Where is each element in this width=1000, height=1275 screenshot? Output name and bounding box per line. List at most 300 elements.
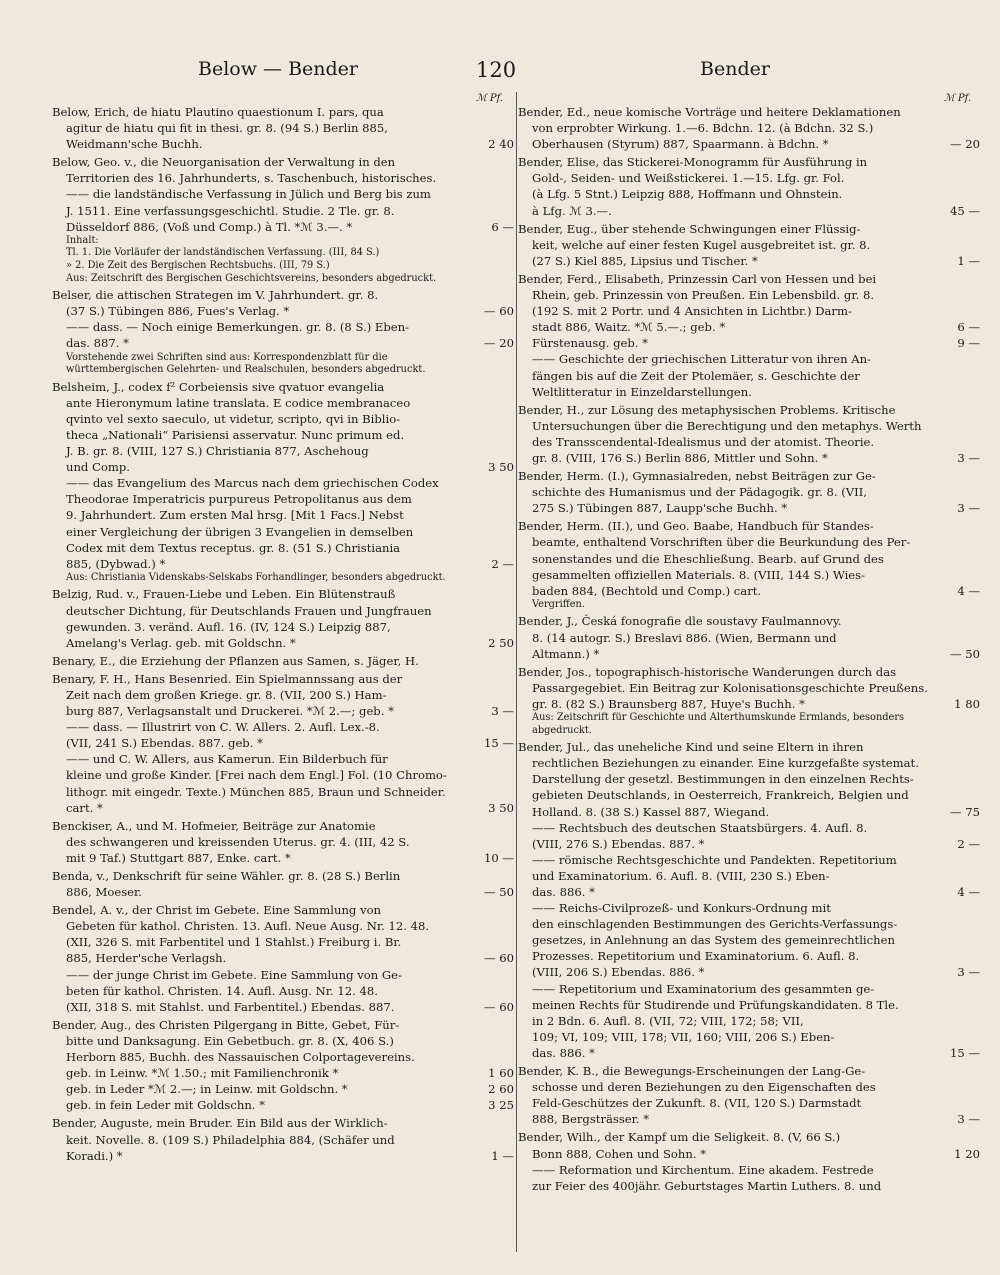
entry-price (932, 739, 980, 755)
catalog-entry (52, 287, 514, 377)
entry-line (518, 287, 980, 303)
entry-text: ante Hieronymum latine translata. E codice membranaceo (66, 395, 411, 410)
catalog-entry (52, 653, 514, 669)
entry-line (52, 170, 514, 186)
entry-price (932, 468, 980, 484)
entry-price: 9 — (957, 336, 980, 351)
entry-text: Bender, Herm. (I.), Gymnasialreden, nebst Beiträgen zur Ge- (518, 469, 876, 484)
entry-line (52, 800, 514, 816)
catalog-entry (518, 613, 980, 661)
entry-price: 2 60 (488, 1082, 514, 1097)
entry-line (518, 630, 980, 646)
right-column (518, 104, 980, 1269)
entry-price (466, 687, 514, 703)
entry-text: kleine und große Kinder. [Frei nach dem Engl.] Fol. (10 Chromo- (66, 768, 447, 783)
entry-line (518, 1178, 980, 1194)
entry-price (466, 619, 514, 635)
entry-line (52, 120, 514, 136)
entry-price (932, 551, 980, 567)
entry-line (52, 983, 514, 999)
column-divider (516, 92, 517, 1252)
entry-line (518, 1162, 980, 1178)
entry-line (518, 771, 980, 787)
entry-text: Below, Erich, de hiatu Plautino quaestionum I. pars, qua (52, 105, 384, 119)
catalog-entry (52, 671, 514, 816)
entry-line (518, 664, 980, 680)
catalog-entry (52, 818, 514, 866)
catalog-entry (518, 664, 980, 737)
entry-price (932, 981, 980, 997)
entry-text: Bender, J., Česká fonografie dle soustavy Faulmannovy. (518, 614, 842, 629)
entry-price: — 50 (949, 646, 980, 661)
entry-price (932, 755, 980, 771)
entry-text: Bender, Elise, das Stickerei-Monogramm für Ausführung in (518, 155, 868, 170)
entry-text: Bonn 888, Cohen und Sohn. * (532, 1146, 707, 1161)
entry-price (932, 287, 980, 303)
entry-price (466, 671, 514, 687)
entry-line (518, 997, 980, 1013)
entry-line (518, 450, 980, 466)
entry-text: gebieten Deutschlands, in Oesterreich, Frankreich, Belgien und (532, 788, 909, 803)
entry-price: 1 — (957, 253, 980, 268)
entry-text: qvinto vel sexto saeculo, ut videtur, scripto, qvi in Biblio- (66, 411, 401, 426)
entry-note: Aus: Zeitschrift des Bergischen Geschichtsvereins, besonders abgedruckt. (66, 272, 437, 284)
entry-text: Benda, v., Denkschrift für seine Wähler. gr. 8. (28 S.) Berlin (52, 869, 401, 883)
entry-price: 3 — (491, 704, 514, 719)
entry-price (466, 120, 514, 136)
entry-price (466, 918, 514, 934)
entry-price (466, 784, 514, 800)
entry-line (518, 319, 980, 335)
entry-price (466, 170, 514, 186)
entry-price (932, 418, 980, 434)
currency-unit-right: ℳ Pf. (944, 93, 972, 104)
entry-text: gesetzes, in Anlehnung an das System des gemeinrechtlichen (532, 933, 895, 948)
entry-line (518, 680, 980, 696)
entry-text: beten für kathol. Christen. 14. Aufl. Ausg. Nr. 12. 48. (66, 983, 378, 998)
entry-text: 888, Bergsträsser. * (532, 1112, 650, 1127)
entry-line (518, 120, 980, 136)
entry-line (52, 603, 514, 619)
entry-text: und Examinatorium. 6. Aufl. 8. (VIII, 230 S.) Eben- (532, 868, 830, 883)
entry-text: des Transscendental-Idealismus und der atomist. Theorie. (532, 434, 875, 449)
entry-text: Herborn 885, Buchh. des Nassauischen Colportagevereins. (66, 1050, 415, 1065)
entry-line (518, 468, 980, 484)
entry-text: Bender, Wilh., der Kampf um die Seligkeit. 8. (V, 66 S.) (518, 1130, 841, 1145)
entry-line (518, 170, 980, 186)
entry-text: Oberhausen (Styrum) 887, Spaarmann. à Bdchn. * (532, 137, 829, 152)
entry-line (52, 395, 514, 411)
entry-price: 2 50 (488, 635, 514, 650)
entry-price: 6 — (491, 219, 514, 234)
entry-note: Vergriffen. (532, 598, 585, 610)
catalog-entry (518, 402, 980, 466)
entry-price (932, 221, 980, 237)
entry-text: Amelang's Verlag. geb. mit Goldschn. * (66, 635, 296, 650)
entry-line (518, 104, 980, 120)
entry-text: (27 S.) Kiel 885, Lipsius und Tischer. * (532, 253, 758, 268)
entry-line (52, 1115, 514, 1131)
entry-text: schosse und deren Beziehungen zu den Eigenschaften des (532, 1080, 876, 1095)
entry-price (932, 368, 980, 384)
entry-line (518, 787, 980, 803)
entry-text: Weidmann'sche Buchh. (66, 137, 203, 152)
entry-price (466, 319, 514, 335)
entry-text: Feld-Geschützes der Zukunft. 8. (VII, 120 S.) Darmstadt (532, 1096, 862, 1111)
entry-line (518, 964, 980, 980)
entry-line (518, 1013, 980, 1029)
entry-line (518, 335, 980, 351)
entry-note: » 2. Die Zeit des Bergischen Rechtsbuchs. (III, 79 S.) (66, 259, 330, 271)
entry-text: Bender, Ed., neue komische Vorträge und heitere Deklamationen (518, 105, 901, 119)
entry-text: Below, Geo. v., die Neuorganisation der Verwaltung in den (52, 155, 396, 170)
entry-price (932, 484, 980, 500)
entry-price: 3 25 (488, 1098, 514, 1113)
entry-price (466, 934, 514, 950)
entry-line (518, 418, 980, 434)
entry-price (932, 787, 980, 803)
entry-text: sonenstandes und die Eheschließung. Bearb. auf Grund des (532, 551, 884, 566)
entry-text: keit, welche auf einer festen Kugel ausgebreitet ist. gr. 8. (532, 237, 871, 252)
entry-text: Benckiser, A., und M. Hofmeier, Beiträge zur Anatomie (52, 818, 376, 833)
entry-price (932, 868, 980, 884)
entry-price (466, 751, 514, 767)
entry-price (932, 771, 980, 787)
entry-price: — 20 (483, 336, 514, 351)
catalog-entry (518, 1063, 980, 1127)
entry-price: 1 80 (954, 696, 980, 711)
entry-line (52, 767, 514, 783)
entry-text: Bendel, A. v., der Christ im Gebete. Eine Sammlung von (52, 903, 382, 918)
entry-line (52, 934, 514, 950)
entry-price: 6 — (957, 320, 980, 335)
entry-price (932, 916, 980, 932)
entry-line (52, 1065, 514, 1081)
entry-text: Rhein, geb. Prinzessin von Preußen. Ein Lebensbild. gr. 8. (532, 288, 875, 303)
entry-text: des schwangeren und kreissenden Uterus. gr. 4. (III, 42 S. (66, 834, 410, 849)
catalog-entry (518, 468, 980, 516)
entry-text: schichte des Humanismus und der Pädagogik. gr. 8. (VII, (532, 485, 867, 500)
running-head-left: Below — Bender (198, 58, 358, 80)
entry-price: 45 — (949, 203, 980, 218)
entry-text: 275 S.) Tübingen 887, Laupp'sche Buchh. * (532, 501, 788, 516)
entry-text: Holland. 8. (38 S.) Kassel 887, Wiegand. (532, 804, 770, 819)
entry-price (932, 120, 980, 136)
entry-price (466, 1033, 514, 1049)
entry-price (466, 203, 514, 219)
catalog-entry (518, 271, 980, 400)
currency-unit-left: ℳ Pf. (476, 93, 504, 104)
entry-price: 15 — (483, 736, 514, 751)
entry-price (466, 104, 514, 120)
entry-price: 1 60 (488, 1066, 514, 1081)
entry-text: —— und C. W. Allers, aus Kamerun. Ein Bilderbuch für (66, 752, 388, 767)
entry-line (518, 804, 980, 820)
entry-text: Düsseldorf 886, (Voß und Comp.) à Tl. *ℳ 3.—. * (66, 219, 353, 234)
entry-price (466, 818, 514, 834)
entry-text: burg 887, Verlagsanstalt und Druckerei. *ℳ 2.—; geb. * (66, 704, 394, 719)
entry-text: (VIII, 206 S.) Ebendas. 886. * (532, 965, 705, 980)
entry-price (466, 475, 514, 491)
entry-line (518, 534, 980, 550)
entry-text: (XII, 318 S. mit Stahlst. und Farbentitel.) Ebendas. 887. (66, 999, 395, 1014)
entry-price: 10 — (483, 850, 514, 865)
entry-price: — 50 (483, 885, 514, 900)
entry-line (52, 735, 514, 751)
entry-line (52, 427, 514, 443)
entry-line (52, 203, 514, 219)
entry-price (932, 613, 980, 629)
entry-line (518, 368, 980, 384)
entry-line (518, 932, 980, 948)
entry-text: Koradi.) * (66, 1148, 123, 1163)
entry-price (466, 287, 514, 303)
entry-note: Vorstehende zwei Schriften sind aus: Korrespondenzblatt für die württembergischen Gelehrten- und Realschulen, besonders abgedruckt. (66, 351, 426, 376)
entry-line (518, 1146, 980, 1162)
entry-price: 4 — (957, 885, 980, 899)
entry-line (52, 1132, 514, 1148)
entry-text: 9. Jahrhundert. Zum ersten Mal hrsg. [Mit 1 Facs.] Nebst (66, 508, 404, 523)
entry-text: Gebeten für kathol. Christen. 13. Aufl. Neue Ausg. Nr. 12. 48. (66, 919, 430, 934)
entry-price (932, 518, 980, 534)
catalog-entry (52, 1115, 514, 1163)
entry-line (52, 411, 514, 427)
entry-price (932, 1162, 980, 1178)
entry-text: —— Repetitorium und Examinatorium des gesammten ge- (532, 981, 875, 996)
entry-text: à Lfg. ℳ 3.—. (532, 203, 612, 218)
entry-line (52, 999, 514, 1015)
entry-text: Belser, die attischen Strategen im V. Jahrhundert. gr. 8. (52, 288, 379, 303)
entry-line (518, 551, 980, 567)
entry-line (518, 852, 980, 868)
entry-text: Theodorae Imperatricis purpureus Petropolitanus aus dem (66, 492, 412, 507)
entry-price (932, 1013, 980, 1029)
entry-line (52, 319, 514, 335)
entry-price (932, 534, 980, 550)
entry-line (518, 820, 980, 836)
entry-text: Bender, H., zur Lösung des metaphysischen Problems. Kritische (518, 402, 896, 417)
entry-price (466, 1049, 514, 1065)
entry-line (518, 1045, 980, 1061)
entry-text: —— dass. — Noch einige Bemerkungen. gr. 8. (8 S.) Eben- (66, 320, 410, 335)
entry-line (518, 567, 980, 583)
entry-price (466, 186, 514, 202)
entry-price (932, 303, 980, 319)
entry-text: agitur de hiatu qui fit in thesi. gr. 8. (94 S.) Berlin 885, (66, 121, 388, 136)
entry-line (52, 1017, 514, 1033)
entry-price (466, 411, 514, 427)
entry-line (52, 687, 514, 703)
entry-line (518, 981, 980, 997)
entry-line (52, 540, 514, 556)
entry-text: Passargegebiet. Ein Beitrag zur Kolonisationsgeschichte Preußens. (532, 680, 928, 695)
entry-line (52, 507, 514, 523)
entry-price (466, 603, 514, 619)
entry-price: 3 — (957, 450, 980, 465)
entry-text: J. 1511. Eine verfassungsgeschichtl. Studie. 2 Tle. gr. 8. (66, 203, 395, 218)
entry-line (518, 518, 980, 534)
entry-price: — 60 (483, 951, 514, 966)
entry-price (466, 395, 514, 411)
entry-price (932, 434, 980, 450)
entry-text: Bender, Auguste, mein Bruder. Ein Bild aus der Wirklich- (52, 1116, 388, 1131)
entry-text: meinen Rechts für Studirende und Prüfungskandidaten. 8 Tle. (532, 997, 899, 1012)
entry-text: Altmann.) * (532, 646, 600, 661)
entry-price (466, 540, 514, 556)
catalog-entry (52, 154, 514, 285)
entry-text: Zeit nach dem großen Kriege. gr. 8. (VII, 200 S.) Ham- (66, 687, 387, 702)
entry-note: Tl. 1. Die Vorläufer der landständischen Verfassung. (III, 84 S.) (66, 247, 380, 259)
entry-text: (à Lfg. 5 Stnt.) Leipzig 888, Hoffmann und Ohnstein. (532, 187, 843, 202)
entry-line (52, 104, 514, 120)
entry-price (932, 948, 980, 964)
entry-text: —— Rechtsbuch des deutschen Staatsbürgers. 4. Aufl. 8. (532, 820, 868, 835)
entry-price (932, 1095, 980, 1111)
catalog-entry (518, 1129, 980, 1193)
entry-line (518, 1079, 980, 1095)
catalog-entry (52, 104, 514, 152)
entry-price (466, 427, 514, 443)
entry-text: einer Vergleichung der übrigen 3 Evangelien in demselben (66, 524, 414, 539)
entry-price (932, 1079, 980, 1095)
entry-price (932, 104, 980, 120)
entry-price (932, 237, 980, 253)
entry-price (466, 902, 514, 918)
entry-line (52, 586, 514, 602)
entry-line (518, 271, 980, 287)
entry-price: — 75 (949, 804, 980, 819)
entry-note: Aus: Zeitschrift für Geschichte und Alterthumskunde Ermlands, besonders abgedruckt. (532, 711, 905, 736)
running-head-right: Bender (700, 58, 770, 80)
entry-line (52, 653, 514, 669)
entry-text: theca „Nationali“ Parisiensi asservatur. Nunc primum ed. (66, 427, 405, 442)
entry-line (52, 459, 514, 475)
entry-line (518, 303, 980, 319)
entry-price (466, 154, 514, 170)
entry-price (932, 664, 980, 680)
entry-text: in 2 Bdn. 6. Aufl. 8. (VII, 72; VIII, 172; 58; VII, (532, 1013, 804, 1028)
entry-line (52, 902, 514, 918)
entry-line (518, 351, 980, 367)
entry-price: 1 — (491, 1148, 514, 1163)
entry-text: (VII, 241 S.) Ebendas. 887. geb. * (66, 736, 263, 751)
entry-price (932, 630, 980, 646)
entry-price: 2 40 (488, 137, 514, 152)
catalog-entry (518, 221, 980, 269)
entry-text: Fürstenausg. geb. * (532, 336, 648, 351)
entry-price (466, 379, 514, 395)
entry-line (518, 1063, 980, 1079)
entry-line (518, 755, 980, 771)
entry-text: Territorien des 16. Jahrhunderts, s. Taschenbuch, historisches. (66, 171, 437, 186)
entry-text: Untersuchungen über die Berechtigung und den metaphys. Werth (532, 418, 922, 433)
entry-price (932, 852, 980, 868)
entry-line (52, 635, 514, 651)
entry-text: gesammelten offiziellen Materials. 8. (VIII, 144 S.) Wies- (532, 567, 866, 582)
entry-line (518, 900, 980, 916)
entry-text: Codex mit dem Textus receptus. gr. 8. (51 S.) Christiania (66, 540, 401, 555)
entry-text: fängen bis auf die Zeit der Ptolemäer, s. Geschichte der (532, 368, 860, 383)
entry-price (932, 680, 980, 696)
entry-line (518, 1111, 980, 1127)
entry-line (518, 253, 980, 269)
entry-price (932, 1129, 980, 1145)
entry-text: stadt 886, Waitz. *ℳ 5.—.; geb. * (532, 320, 726, 335)
catalog-entry (52, 379, 514, 585)
entry-text: —— Reichs-Civilprozeß- und Konkurs-Ordnung mit (532, 901, 831, 916)
entry-text: gr. 8. (82 S.) Braunsberg 887, Huye's Buchh. * (532, 696, 805, 711)
entry-text: —— römische Rechtsgeschichte und Pandekten. Repetitorium (532, 852, 897, 867)
entry-line (518, 916, 980, 932)
entry-text: Bender, Eug., über stehende Schwingungen einer Flüssig- (518, 221, 861, 236)
entry-line (52, 335, 514, 351)
entry-line (518, 154, 980, 170)
entry-line (52, 868, 514, 884)
entry-price: 4 — (957, 583, 980, 598)
entry-line (518, 186, 980, 202)
entry-price: 2 — (491, 556, 514, 571)
entry-line (518, 237, 980, 253)
entry-line (518, 136, 980, 152)
entry-price (932, 997, 980, 1013)
entry-line (52, 443, 514, 459)
entry-text: keit. Novelle. 8. (109 S.) Philadelphia 884, (Schäfer und (66, 1132, 395, 1147)
entry-text: 109; VI, 109; VIII, 178; VII, 160; VIII, 206 S.) Eben- (532, 1029, 835, 1044)
entry-text: das. 886. * (532, 1045, 595, 1060)
entry-price (466, 491, 514, 507)
left-column (52, 104, 514, 1269)
entry-line (52, 491, 514, 507)
entry-text: Bender, K. B., die Bewegungs-Erscheinungen der Lang-Ge- (518, 1064, 866, 1079)
entry-line (52, 784, 514, 800)
entry-text: baden 884, (Bechtold und Comp.) cart. (532, 583, 762, 598)
entry-line (52, 287, 514, 303)
entry-text: gr. 8. (VIII, 176 S.) Berlin 886, Mittler und Sohn. * (532, 450, 828, 465)
entry-price (466, 719, 514, 735)
entry-line (52, 1049, 514, 1065)
entry-text: 885, Herder'sche Verlagsh. (66, 951, 227, 966)
entry-price: 3 50 (488, 800, 514, 815)
entry-text: 885, (Dybwad.) * (66, 556, 166, 571)
entry-line (52, 918, 514, 934)
entry-text: J. B. gr. 8. (VIII, 127 S.) Christiania 877, Aschehoug (66, 444, 369, 459)
entry-line (52, 834, 514, 850)
entry-price (932, 384, 980, 400)
entry-price: — 60 (483, 304, 514, 319)
entry-text: mit 9 Taf.) Stuttgart 887, Enke. cart. * (66, 850, 291, 865)
entry-line (518, 646, 980, 662)
page-number: 120 (476, 58, 517, 82)
entry-line (52, 186, 514, 202)
entry-text: —— Reformation und Kirchentum. Eine akadem. Festrede (532, 1162, 874, 1177)
entry-line (518, 613, 980, 629)
entry-price (932, 154, 980, 170)
entry-price: 1 20 (954, 1146, 980, 1161)
entry-text: 8. (14 autogr. S.) Breslavi 886. (Wien, Bermann und (532, 630, 837, 645)
entry-price (932, 820, 980, 836)
entry-line (518, 1129, 980, 1145)
entry-text: und Comp. (66, 460, 130, 475)
entry-text: zur Feier des 400jähr. Geburtstages Martin Luthers. 8. und (532, 1178, 882, 1193)
entry-text: geb. in Leinw. *ℳ 1.50.; mit Familienchronik * (66, 1066, 339, 1081)
entry-price (932, 900, 980, 916)
entry-text: (XII, 326 S. mit Farbentitel und 1 Stahlst.) Freiburg i. Br. (66, 935, 402, 950)
entry-price (932, 402, 980, 418)
entry-text: geb. in fein Leder mit Goldschn. * (66, 1098, 265, 1113)
entry-price (466, 983, 514, 999)
entry-line (52, 475, 514, 491)
catalog-entry (518, 518, 980, 611)
